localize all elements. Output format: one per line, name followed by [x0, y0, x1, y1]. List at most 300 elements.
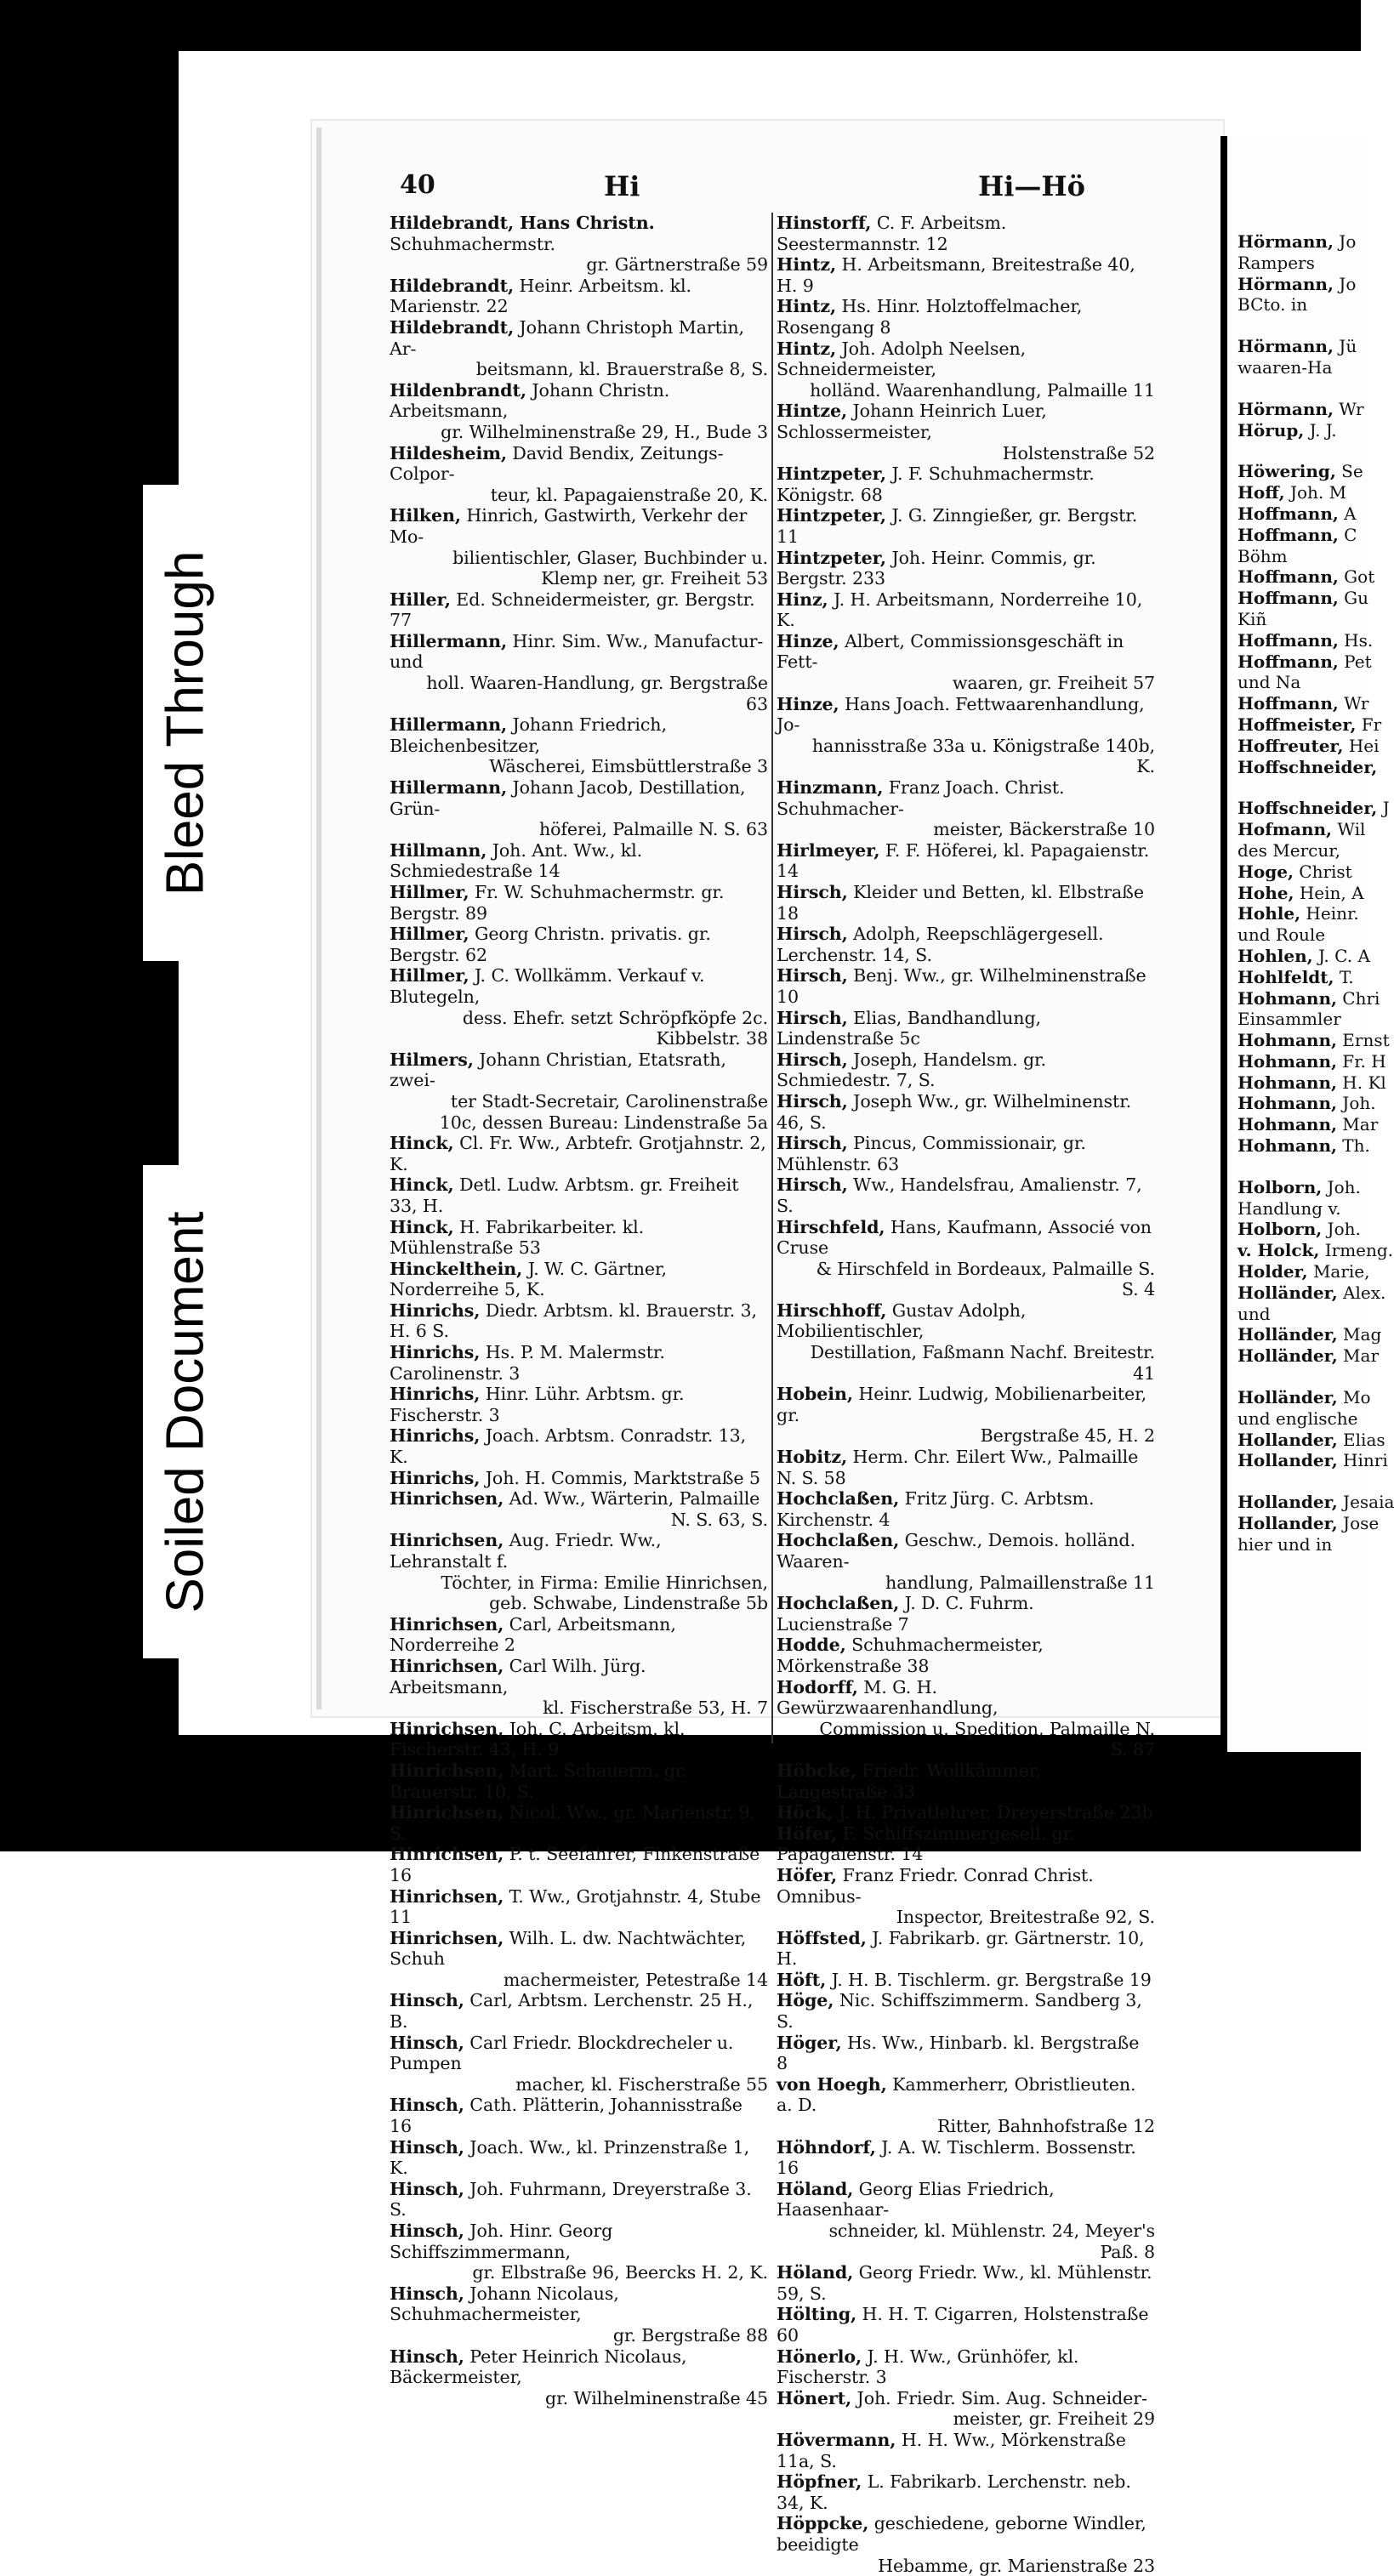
adjacent-entry-name: Hoffmann,	[1238, 525, 1339, 545]
adjacent-entry-name: Hörmann,	[1238, 399, 1334, 419]
directory-entry	[390, 589, 768, 631]
adjacent-entry-text: BCto. in	[1238, 294, 1307, 315]
entry-details: J. A. W. Tischlerm. Bossenstr. 16	[777, 2137, 1136, 2179]
entry-details: J. C. Wollkämm. Verkauf v. Blutegeln,	[390, 965, 704, 1007]
entry-details: Georg Christn. privatis. gr. Bergstr. 62	[390, 924, 711, 965]
adjacent-entry-text: Christ	[1294, 862, 1352, 882]
entry-details: Hans, Kaufmann, Associé von Cruse	[777, 1217, 1152, 1259]
entry-details: Kleider und Betten, kl. Elbstraße 18	[777, 882, 1144, 924]
entry-details: Hinr. Sim. Ww., Manufactur- und	[390, 631, 763, 673]
entry-name: Höhndorf,	[777, 2137, 876, 2158]
directory-entry	[777, 2513, 1155, 2576]
adjacent-entry-text: Hei	[1343, 736, 1379, 756]
entry-name: Hodorff,	[777, 1677, 858, 1697]
entry-name: Höbcke,	[777, 1760, 856, 1781]
entry-continuation: hannisstraße 33a u. Königstraße 140b, K.	[777, 736, 1155, 777]
entry-name: Hirsch,	[777, 1133, 848, 1153]
entry-details: Diedr. Arbtsm. kl. Brauerstr. 3, H. 6 S.	[390, 1300, 757, 1342]
adjacent-entry-text: des Mercur,	[1238, 840, 1340, 861]
adjacent-page-line	[1227, 1513, 1368, 1534]
entry-details: C. F. Arbeitsm. Seestermannstr. 12	[777, 213, 1006, 254]
entry-details: J. H. B. Tischlerm. gr. Bergstraße 19	[826, 1970, 1152, 1990]
entry-continuation: N. S. 63, S.	[390, 1510, 768, 1531]
entry-name: Hildebrandt, Hans Christn.	[390, 213, 655, 233]
bleed-through-label-box	[143, 485, 228, 961]
adjacent-page-line	[1227, 819, 1368, 840]
adjacent-entry-name: Hoffmann,	[1238, 588, 1339, 608]
adjacent-entry-text: Jo	[1334, 274, 1356, 294]
entry-continuation: gr. Bergstraße 88	[390, 2325, 768, 2346]
adjacent-page-line	[1227, 1261, 1368, 1282]
directory-entry	[390, 1614, 768, 1656]
entry-details: Hans Joach. Fettwaarenhandlung, Jo-	[777, 694, 1145, 736]
adjacent-entry-name: Hollander,	[1238, 1513, 1338, 1533]
directory-entry	[777, 2074, 1155, 2137]
adjacent-entry-text: Handlung v.	[1238, 1198, 1341, 1219]
adjacent-entry-name: Hohe,	[1238, 883, 1294, 903]
directory-entry	[390, 1760, 768, 1802]
adjacent-entry-text: Einsammler	[1238, 1009, 1341, 1029]
adjacent-page-line	[1227, 1282, 1368, 1304]
adjacent-entry-name: Hohmann,	[1238, 988, 1337, 1009]
entry-details: J. Fabrikarb. gr. Gärtnerstr. 10, H.	[777, 1928, 1145, 1970]
entry-details: Joach. Arbtsm. Conradstr. 13, K.	[390, 1425, 746, 1467]
entry-continuation: handlung, Palmaillenstraße 11	[777, 1572, 1155, 1594]
entry-details: Herm. Chr. Eilert Ww., Palmaille N. S. 58	[777, 1447, 1138, 1488]
adjacent-entry-text: Böhm	[1238, 546, 1288, 566]
directory-entry	[390, 1342, 768, 1384]
directory-entry	[390, 2283, 768, 2346]
directory-entry	[390, 1990, 768, 2032]
entry-details: Hs. P. M. Malermstr. Carolinenstr. 3	[390, 1342, 665, 1384]
entry-details: Franz Joach. Christ. Schuhmacher-	[777, 777, 1065, 819]
directory-entry	[390, 2221, 768, 2283]
directory-entry	[777, 777, 1155, 840]
entry-details: Johann Friedrich, Bleichenbesitzer,	[390, 714, 667, 756]
entry-name: Hillmer,	[390, 924, 469, 944]
entry-name: Hinrichsen,	[390, 1614, 504, 1635]
directory-entry	[777, 2304, 1155, 2346]
adjacent-page-line	[1227, 651, 1368, 673]
entry-details: P. t. Seefahrer, Finkenstraße 16	[390, 1844, 760, 1885]
entry-name: Hinzmann,	[777, 777, 883, 798]
directory-entry	[777, 2033, 1155, 2074]
directory-entry	[777, 1384, 1155, 1447]
adjacent-entry-text: T.	[1334, 967, 1354, 987]
directory-entry	[777, 1530, 1155, 1593]
directory-entry	[390, 2346, 768, 2409]
directory-entry	[390, 1300, 768, 1342]
directory-entry	[777, 1300, 1155, 1384]
entry-name: Höppcke,	[777, 2513, 868, 2533]
entry-name: Höpfner,	[777, 2471, 862, 2492]
entry-continuation: beitsmann, kl. Brauerstraße 8, S.	[390, 359, 768, 380]
directory-entry	[390, 1425, 768, 1467]
entry-name: Hinrichsen,	[390, 1928, 504, 1948]
directory-entry	[777, 1008, 1155, 1049]
adjacent-entry-text: Chri	[1337, 988, 1380, 1009]
adjacent-entry-text: Jesaia	[1338, 1492, 1394, 1512]
entry-name: Hinsch,	[390, 2283, 464, 2304]
adjacent-page-line	[1227, 1534, 1368, 1555]
adjacent-entry-text: Hinri	[1338, 1450, 1388, 1470]
entry-name: Hochclaßen,	[777, 1488, 899, 1509]
entry-name: Hintzpeter,	[777, 505, 886, 526]
adjacent-page-line	[1227, 525, 1368, 546]
adjacent-entry-name: Hohlen,	[1238, 946, 1313, 966]
entry-name: Hillmann,	[390, 840, 486, 861]
directory-entry	[390, 317, 768, 380]
entry-continuation: Hebamme, gr. Marienstraße 23	[777, 2556, 1155, 2576]
adjacent-entry-text: Jo	[1334, 231, 1356, 252]
adjacent-page-line	[1227, 1072, 1368, 1094]
adjacent-entry-text: und Na	[1238, 672, 1300, 692]
directory-entry	[390, 505, 768, 589]
adjacent-page-line	[1227, 946, 1368, 967]
entry-name: Höfer,	[777, 1865, 837, 1885]
directory-entry	[390, 924, 768, 965]
entry-details: Joh. Adolph Neelsen, Schneidermeister,	[777, 338, 1026, 380]
directory-entry	[390, 276, 768, 317]
entry-details: Johann Heinrich Luer, Schlossermeister,	[777, 401, 1047, 442]
entry-details: Heinr. Ludwig, Mobilienarbeiter, gr.	[777, 1384, 1146, 1425]
entry-details: Georg Elias Friedrich, Haasenhaar-	[777, 2179, 1055, 2221]
entry-name: Höge,	[777, 1990, 834, 2010]
directory-entry	[777, 1091, 1155, 1133]
adjacent-page-line	[1227, 274, 1368, 295]
directory-entry	[777, 1802, 1155, 1823]
adjacent-page-line	[1227, 1408, 1368, 1430]
entry-name: Hinck,	[390, 1174, 454, 1195]
adjacent-entry-text: Joh.	[1337, 1093, 1376, 1113]
directory-entry	[777, 2471, 1155, 2513]
entry-details: Mart. Schauerm. gr. Brauerstr. 10, S.	[390, 1760, 687, 1802]
bleed-through-label: Bleed Through	[156, 550, 216, 896]
entry-details: Joh. Ant. Ww., kl. Schmiedestraße 14	[390, 840, 642, 882]
adjacent-entry-name: Holländer,	[1238, 1282, 1338, 1303]
page-fold-shadow	[316, 128, 321, 1709]
directory-entry	[390, 882, 768, 924]
entry-details: J. D. C. Fuhrm. Lucienstraße 7	[777, 1593, 1034, 1635]
adjacent-entry-text: A	[1339, 503, 1357, 524]
entry-name: Höft,	[777, 1970, 826, 1990]
entry-details: Nic. Schiffszimmerm. Sandberg 3, S.	[777, 1990, 1142, 2032]
adjacent-entry-text: Th.	[1337, 1135, 1370, 1156]
adjacent-entry-name: Hoffschneider,	[1238, 798, 1377, 818]
adjacent-entry-name: Hoffmann,	[1238, 566, 1339, 587]
entry-details: Joseph Ww., gr. Wilhelminenstr. 46, S.	[777, 1091, 1131, 1133]
directory-entry	[777, 2137, 1155, 2179]
directory-entry	[777, 882, 1155, 924]
adjacent-entry-text: Fr	[1356, 714, 1381, 735]
entry-details: H. Fabrikarbeiter. kl. Mühlenstraße 53	[390, 1217, 644, 1259]
entry-details: Ww., Handelsfrau, Amalienstr. 7, S.	[777, 1174, 1142, 1216]
adjacent-entry-name: Hoff,	[1238, 482, 1285, 503]
directory-entry	[390, 631, 768, 714]
entry-details: Fr. W. Schuhmachermstr. gr. Bergstr. 89	[390, 882, 724, 924]
adjacent-page-line	[1227, 546, 1368, 567]
directory-entry	[390, 213, 768, 276]
entry-details: Franz Friedr. Conrad Christ. Omnibus-	[777, 1865, 1094, 1907]
adjacent-page-line	[1227, 840, 1368, 862]
entry-details: Schuhmachermeister, Mörkenstraße 38	[777, 1635, 1044, 1676]
entry-name: Höland,	[777, 2179, 853, 2199]
entry-name: Hirschfeld,	[777, 1217, 885, 1237]
adjacent-entry-name: Hollander,	[1238, 1430, 1338, 1450]
entry-name: Hirlmeyer,	[777, 840, 879, 861]
entry-name: Hobein,	[777, 1384, 853, 1404]
entry-name: Hirsch,	[777, 1049, 848, 1070]
entry-continuation: machermeister, Petestraße 14	[390, 1970, 768, 1991]
entry-name: Hinck,	[390, 1133, 454, 1153]
entry-continuation: holl. Waaren-Handlung, gr. Bergstraße 63	[390, 673, 768, 714]
adjacent-entry-text: Joh.	[1322, 1177, 1361, 1197]
entry-name: Höck,	[777, 1802, 834, 1823]
entry-name: Hinsch,	[390, 1990, 464, 2010]
adjacent-page-line	[1227, 482, 1368, 503]
directory-entry	[777, 2262, 1155, 2304]
directory-entry	[777, 1970, 1155, 1991]
directory-entry	[777, 296, 1155, 338]
entry-name: Hinrichs,	[390, 1468, 480, 1488]
adjacent-page-line	[1227, 420, 1368, 441]
adjacent-entry-text: Jü	[1334, 336, 1357, 356]
adjacent-page-line	[1227, 630, 1368, 651]
directory-entry	[390, 2033, 768, 2095]
adjacent-entry-text: Hs.	[1339, 630, 1373, 651]
adjacent-page-line	[1227, 967, 1368, 988]
directory-entry	[777, 1488, 1155, 1530]
adjacent-entry-name: Hoffmann,	[1238, 651, 1339, 672]
directory-entry	[777, 1760, 1155, 1802]
entry-name: Hilmers,	[390, 1049, 474, 1070]
directory-entry	[390, 443, 768, 506]
entry-details: Cath. Plätterin, Johannisstraße 16	[390, 2095, 743, 2136]
entry-details: Carl, Arbtsm. Lerchenstr. 25 H., B.	[390, 1990, 753, 2032]
adjacent-entry-text: J. J.	[1304, 420, 1336, 441]
entry-name: Hillermann,	[390, 777, 507, 798]
directory-entry	[777, 589, 1155, 631]
entry-continuation: dess. Ehefr. setzt Schröpfköpfe 2c. Kibbelstr. 38	[390, 1008, 768, 1049]
entry-continuation: schneider, kl. Mühlenstr. 24, Meyer's Paß. 8	[777, 2221, 1155, 2262]
adjacent-entry-text: Marie,	[1308, 1261, 1370, 1282]
entry-details: Joh. Friedr. Sim. Aug. Schneider-	[851, 2388, 1147, 2408]
directory-entry	[777, 1990, 1155, 2032]
entry-name: Hinrichsen,	[390, 1656, 504, 1676]
entry-name: Hirsch,	[777, 1008, 848, 1028]
adjacent-page-line	[1227, 1198, 1368, 1220]
entry-name: Hinsch,	[390, 2033, 464, 2053]
adjacent-entry-name: Hörmann,	[1238, 336, 1334, 356]
entry-name: Hirsch,	[777, 965, 848, 986]
entry-name: Hinrichs,	[390, 1342, 480, 1362]
adjacent-entry-name: Hofmann,	[1238, 819, 1332, 839]
adjacent-entry-text: Heinr.	[1300, 903, 1359, 924]
entry-details: Hs. Ww., Hinbarb. kl. Bergstraße 8	[777, 2033, 1139, 2074]
entry-name: Hinckelthein,	[390, 1259, 522, 1279]
adjacent-entry-text: Got	[1339, 566, 1374, 587]
entry-details: Gustav Adolph, Mobilientischler,	[777, 1300, 1026, 1342]
entry-name: Hilken,	[390, 505, 461, 526]
entry-details: Hs. Hinr. Holztoffelmacher, Rosengang 8	[777, 296, 1082, 338]
adjacent-page-line	[1227, 1219, 1368, 1240]
adjacent-page-line	[1227, 1135, 1368, 1157]
adjacent-entry-name: Holländer,	[1238, 1345, 1338, 1366]
entry-details: Joh. Hinr. Georg Schiffszimmermann,	[390, 2221, 612, 2262]
adjacent-page-line	[1227, 672, 1368, 693]
entry-name: Hintz,	[777, 338, 836, 359]
directory-entry	[390, 840, 768, 882]
adjacent-page-line	[1227, 588, 1368, 609]
entry-name: Hinsch,	[390, 2137, 464, 2158]
entry-details: Johann Christoph Martin, Ar-	[390, 317, 744, 359]
entry-continuation: höferei, Palmaille N. S. 63	[390, 819, 768, 840]
entry-name: Hochclaßen,	[777, 1593, 899, 1613]
directory-entry	[777, 1217, 1155, 1300]
entry-name: Hiller,	[390, 589, 451, 610]
directory-entry	[390, 380, 768, 443]
directory-entry	[390, 1886, 768, 1928]
directory-entry	[777, 505, 1155, 547]
adjacent-page-line	[1227, 1430, 1368, 1451]
entry-name: Hirsch,	[777, 1174, 848, 1195]
entry-name: Hildebrandt,	[390, 276, 514, 296]
entry-details: Pincus, Commissionair, gr. Mühlenstr. 63	[777, 1133, 1086, 1174]
adjacent-entry-name: Holborn,	[1238, 1177, 1322, 1197]
directory-entry	[777, 1447, 1155, 1488]
entry-details: F. F. Höferei, kl. Papagaienstr. 14	[777, 840, 1149, 882]
directory-entry	[390, 777, 768, 840]
entry-details: Joh. C. Arbeitsm. kl. Fischerstr. 43, H. 9	[390, 1719, 685, 1760]
entry-continuation: meister, Bäckerstraße 10	[777, 819, 1155, 840]
adjacent-entry-text: Wil	[1332, 819, 1365, 839]
directory-entry	[390, 2137, 768, 2179]
entry-details: Adolph, Reepschlägergesell. Lerchenstr. 14, S.	[777, 924, 1103, 965]
entry-details: Benj. Ww., gr. Wilhelminenstraße 10	[777, 965, 1146, 1007]
directory-entry	[777, 1928, 1155, 1970]
directory-entry	[777, 2179, 1155, 2262]
adjacent-entry-text: Mar	[1338, 1345, 1379, 1366]
directory-entry	[777, 965, 1155, 1007]
directory-entry	[390, 1844, 768, 1885]
directory-entry	[777, 1823, 1155, 1865]
directory-entry	[777, 694, 1155, 777]
entry-name: Hobitz,	[777, 1447, 847, 1467]
adjacent-page-line	[1227, 566, 1368, 588]
entry-name: Hirschhoff,	[777, 1300, 886, 1321]
entry-details: Heinr. Arbeitsm. kl. Marienstr. 22	[390, 276, 691, 317]
entry-name: Hinrichsen,	[390, 1844, 504, 1864]
adjacent-page-line	[1227, 336, 1368, 357]
directory-entry	[777, 2430, 1155, 2471]
entry-details: J. W. C. Gärtner, Norderreihe 5, K.	[390, 1259, 667, 1300]
entry-details: Johann Nicolaus, Schuhmachermeister,	[390, 2283, 619, 2325]
directory-entry	[390, 1133, 768, 1174]
adjacent-entry-name: Hörup,	[1238, 420, 1304, 441]
adjacent-entry-name: Hoffschneider,	[1238, 757, 1377, 777]
entry-name: Hildesheim,	[390, 443, 507, 463]
adjacent-entry-text: Irmeng.	[1319, 1240, 1393, 1260]
adjacent-entry-name: Holländer,	[1238, 1324, 1338, 1345]
entry-name: Hinck,	[390, 1217, 454, 1237]
entry-continuation: gr. Wilhelminenstraße 29, H., Bude 3	[390, 422, 768, 443]
entry-name: Hinrichsen,	[390, 1760, 504, 1781]
entry-name: Hillermann,	[390, 714, 507, 735]
entry-details: M. G. H. Gewürzwaarenhandlung,	[777, 1677, 998, 1719]
adjacent-page-line	[1227, 1177, 1368, 1198]
adjacent-entry-text: Wr	[1334, 399, 1364, 419]
entry-details: Hinr. Lühr. Arbtsm. gr. Fischerstr. 3	[390, 1384, 685, 1425]
adjacent-entry-name: Hoffmann,	[1238, 503, 1339, 524]
entry-name: Hinsch,	[390, 2221, 464, 2241]
adjacent-entry-text: Joh. M	[1285, 482, 1347, 503]
directory-entry	[390, 965, 768, 1049]
adjacent-entry-name: Hohmann,	[1238, 1051, 1337, 1072]
entry-name: Hildenbrandt,	[390, 380, 526, 401]
entry-name: Hintz,	[777, 296, 836, 316]
adjacent-entry-text: und englische	[1238, 1408, 1357, 1429]
entry-continuation: teur, kl. Papagaienstraße 20, K.	[390, 485, 768, 506]
entry-name: von Hoegh,	[777, 2074, 887, 2095]
adjacent-entry-text: Rampers	[1238, 253, 1315, 273]
adjacent-page-line	[1227, 503, 1368, 525]
right-column	[777, 213, 1155, 2576]
directory-entry	[390, 2095, 768, 2136]
entry-details: Wilh. L. dw. Nachtwächter, Schuh	[390, 1928, 746, 1970]
entry-continuation: Töchter, in Firma: Emilie Hinrichsen, geb. Schwabe, Lindenstraße 5b	[390, 1572, 768, 1614]
directory-entry	[390, 1802, 768, 1844]
entry-name: Höfer,	[777, 1823, 837, 1844]
adjacent-page-line	[1227, 714, 1368, 736]
adjacent-entry-text: Mo	[1338, 1387, 1371, 1407]
entry-name: Hinze,	[777, 631, 839, 651]
adjacent-entry-text: Mag	[1338, 1324, 1382, 1345]
directory-entry	[390, 1488, 768, 1530]
adjacent-entry-name: Höwering,	[1238, 461, 1336, 481]
adjacent-entry-text: J	[1377, 798, 1389, 818]
entry-continuation: Holstenstraße 52	[777, 443, 1155, 464]
adjacent-page-line	[1227, 294, 1368, 316]
entry-name: Hintzpeter,	[777, 463, 886, 484]
entry-name: Hölting,	[777, 2304, 856, 2324]
entry-continuation: Destillation, Faßmann Nachf. Breitestr. 41	[777, 1342, 1155, 1384]
directory-entry	[777, 401, 1155, 463]
directory-entry	[390, 2179, 768, 2221]
scan-border-top	[0, 0, 1361, 51]
adjacent-page-line	[1227, 609, 1368, 630]
adjacent-entry-name: Hollander,	[1238, 1450, 1338, 1470]
entry-details: Detl. Ludw. Arbtsm. gr. Freiheit 33, H.	[390, 1174, 738, 1216]
entry-details: J. G. Zinngießer, gr. Bergstr. 11	[777, 505, 1137, 547]
entry-continuation: macher, kl. Fischerstraße 55	[390, 2074, 768, 2095]
entry-details: Nicol. Ww., gr. Marienstr. 9, S.	[390, 1802, 755, 1844]
entry-name: Hirsch,	[777, 1091, 848, 1112]
adjacent-entry-text: Joh.	[1322, 1219, 1361, 1239]
directory-entry	[777, 631, 1155, 694]
entry-continuation: Inspector, Breitestraße 92, S.	[777, 1907, 1155, 1928]
adjacent-entry-text: und Roule	[1238, 924, 1325, 945]
adjacent-page-line	[1227, 1304, 1368, 1325]
entry-details: Carl, Arbeitsmann, Norderreihe 2	[390, 1614, 676, 1656]
adjacent-page-line	[1227, 798, 1368, 819]
entry-name: Hintze,	[777, 401, 847, 421]
entry-name: Hintzpeter,	[777, 548, 886, 568]
entry-name: Hinze,	[777, 694, 839, 714]
directory-entry	[777, 840, 1155, 882]
directory-entry	[777, 2346, 1155, 2388]
adjacent-page-line	[1227, 357, 1368, 378]
entry-details: F. Schiffszimmergesell. gr. Papagaienstr. 14	[777, 1823, 1075, 1865]
